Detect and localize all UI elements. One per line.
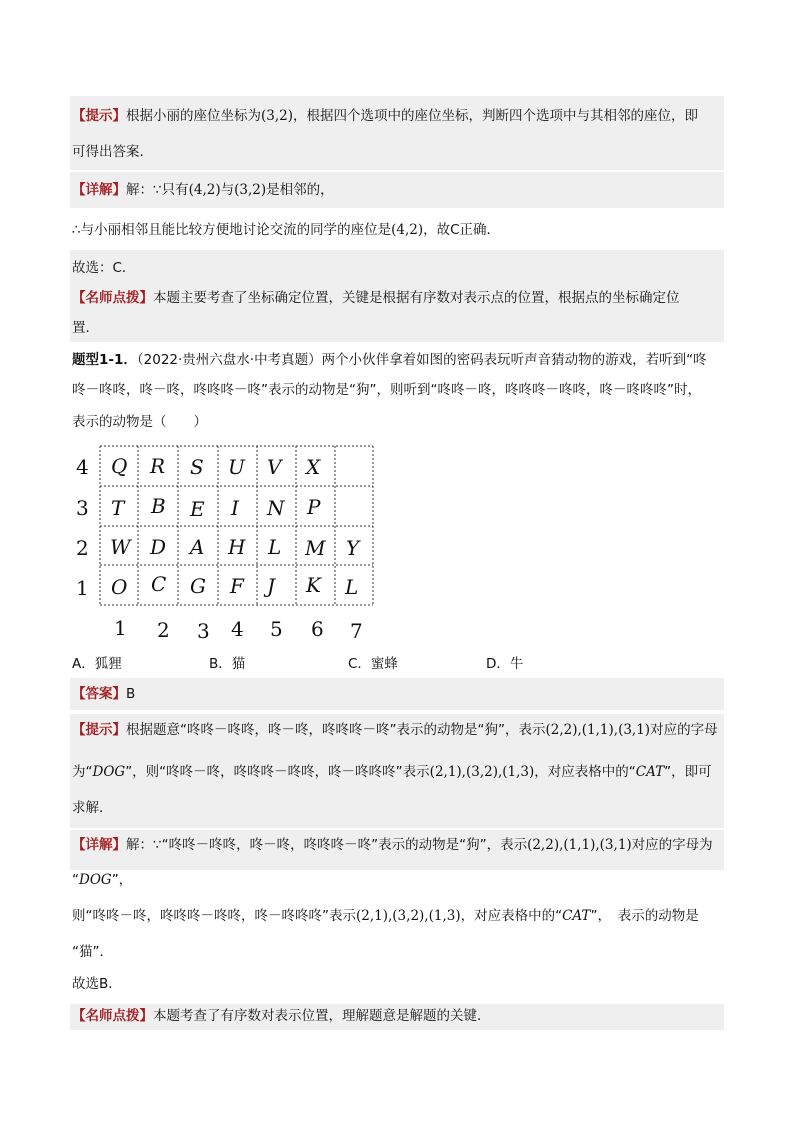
hint-tag: 【提示】 [72, 108, 126, 124]
grid-cell-r2-c6: M [305, 536, 326, 560]
tip2-tag: 【名师点拨】 [72, 1008, 153, 1024]
answer-tag: 【答案】 [72, 686, 126, 702]
row-label-4: 4 [76, 455, 89, 479]
question-label: 题型1-1． [72, 352, 137, 368]
option-c[interactable]: C．蜜蜂 [348, 656, 398, 672]
grid-cell-r1-c6: K [306, 573, 321, 597]
grid-cell-r4-c6: X [306, 455, 321, 479]
grid-cell-r1-c5: J [267, 574, 276, 598]
answer-value: B [126, 686, 136, 702]
col-label-7: 7 [350, 619, 363, 643]
hint2-line-3: 求解． [72, 800, 113, 816]
row-label-1: 1 [76, 576, 89, 600]
option-a[interactable]: A．狐狸 [72, 656, 122, 672]
grid-cell-r4-c2: R [150, 454, 166, 478]
detail-tag: 【详解】 [72, 182, 126, 198]
grid-cell-r2-c7: Y [346, 536, 360, 560]
grid-cell-r2-c5: L [268, 535, 282, 559]
choose-block-shade [70, 250, 724, 284]
tip-line-2: 置． [72, 320, 99, 336]
detail-line-2: ∴与小丽相邻且能比较方便地讨论交流的同学的座位是(4,2)，故C正确． [72, 222, 501, 238]
grid-cell-r1-c1: O [111, 575, 128, 599]
detail2-line-2: “DOG”， [72, 872, 133, 888]
grid-cell-r2-c1: W [110, 535, 131, 559]
grid-cell-r3-c3: E [190, 497, 205, 521]
detail2-line-4: “猫”． [72, 944, 113, 960]
grid-cell-r1-c3: G [190, 574, 206, 598]
option-d[interactable]: D．牛 [486, 656, 524, 672]
hint-line-1: 【提示】根据小丽的座位坐标为(3,2)，根据四个选项中的座位坐标，判断四个选项中与其相邻的座位，即 [72, 108, 699, 124]
col-label-2: 2 [157, 618, 170, 642]
grid-cell-r3-c1: T [111, 496, 125, 520]
option-b[interactable]: B．猫 [209, 656, 246, 672]
grid-cell-r3-c4: I [231, 496, 239, 520]
question-line-3: 表示的动物是（ ） [72, 414, 207, 430]
col-label-3: 3 [197, 619, 210, 643]
choose-line: 故选：C． [72, 260, 136, 276]
hint2-tag: 【提示】 [72, 722, 126, 738]
answer-line [72, 684, 135, 704]
grid-cell-r1-c2: C [151, 572, 167, 596]
hint2-line-1: 【提示】根据题意“咚咚－咚咚，咚－咚，咚咚咚－咚”表示的动物是“狗”，表示(2,2),(1,1),(3,1)对应的字母 [72, 722, 718, 738]
grid-cell-r4-c5: V [267, 455, 282, 479]
question-line-2: 咚－咚咚，咚－咚，咚咚咚－咚”表示的动物是“狗”，则听到“咚咚－咚，咚咚咚－咚咚，咚－咚咚咚”时， [72, 382, 701, 398]
answer-block-shade [70, 678, 724, 710]
grid-cell-r1-c7: L [345, 575, 359, 599]
grid-cell-r4-c1: Q [111, 454, 128, 478]
col-label-1: 1 [114, 616, 127, 640]
grid-cell-r4-c4: U [228, 455, 245, 479]
row-label-3: 3 [76, 496, 89, 520]
detail2-tag: 【详解】 [72, 837, 126, 853]
grid-cell-r1-c4: F [230, 574, 244, 598]
tip-tag: 【名师点拨】 [72, 290, 153, 306]
question-line-1: 题型1-1．（2022·贵州六盘水·中考真题）两个小伙伴拿着如图的密码表玩听声音猜动物的游戏，若听到“咚 [72, 352, 707, 368]
detail2-line-3: 则“咚咚－咚，咚咚咚－咚咚，咚－咚咚咚”表示(2,1),(3,2),(1,3)，对应表格中的“CAT”， 表示的动物是 [72, 908, 699, 924]
grid-cell-r3-c2: B [151, 494, 166, 518]
grid-cell-r3-c6: P [307, 495, 321, 519]
tip-line-1: 【名师点拨】本题主要考查了坐标确定位置，关键是根据有序数对表示点的位置，根据点的坐标确定位 [72, 290, 680, 306]
grid-cell-r2-c4: H [228, 535, 246, 559]
hint-line-2: 可得出答案． [72, 144, 153, 160]
grid-cell-r4-c3: S [190, 455, 204, 479]
hint2-line-2: 为“DOG”，则“咚咚－咚，咚咚咚－咚咚，咚－咚咚咚”表示(2,1),(3,2),(1,3)，对应表格中的“CAT”，即可 [72, 764, 712, 780]
grid-cell-r2-c2: D [150, 535, 167, 559]
detail2-line-1: 【详解】解：∵“咚咚－咚咚，咚－咚，咚咚咚－咚”表示的动物是“狗”，表示(2,2),(1,1),(3,1)对应的字母为 [72, 837, 713, 853]
cipher-grid-figure [70, 440, 380, 645]
detail-line-1: 【详解】解：∵只有(4,2)与(3,2)是相邻的， [72, 182, 334, 198]
row-label-2: 2 [76, 536, 89, 560]
col-label-6: 6 [311, 617, 324, 641]
grid-cell-r3-c5: N [267, 496, 285, 520]
col-label-4: 4 [231, 617, 244, 641]
col-label-5: 5 [270, 617, 283, 641]
choose2-line: 故选B． [72, 976, 122, 992]
tip2-line-1: 【名师点拨】本题考查了有序数对表示位置，理解题意是解题的关键． [72, 1008, 491, 1024]
grid-cell-r2-c3: A [190, 535, 205, 559]
